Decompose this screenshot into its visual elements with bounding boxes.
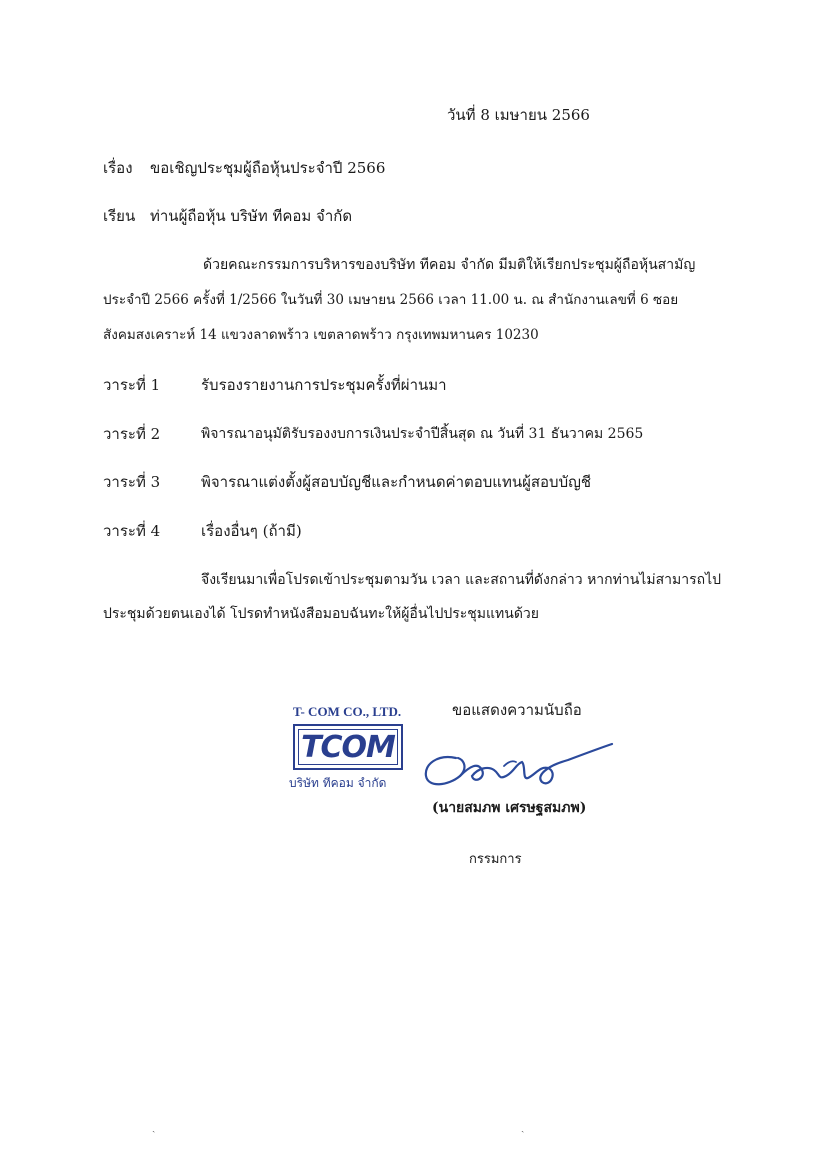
scan-mark-left: ˎ [152,1122,156,1133]
stamp-company-th: บริษัท ทีคอม จำกัด [289,776,387,790]
agenda-label-3: วาระที่ 3 [103,473,161,491]
recipient-label: เรียน [103,207,136,225]
body-line-3: สังคมสงเคราะห์ 14 แขวงลาดพร้าว เขตลาดพร้าว กรุงเทพมหานคร 10230 [103,327,539,343]
body-line-2: ประจำปี 2566 ครั้งที่ 1/2566 ในวันที่ 30 เมษายน 2566 เวลา 11.00 น. ณ สำนักงานเลขที่ 6 ซอย [103,292,679,308]
stamp-logo-text: TCOM [301,730,395,765]
body-line-1: ด้วยคณะกรรมการบริหารของบริษัท ทีคอม จำกัด มีมติให้เรียกประชุมผู้ถือหุ้นสามัญ [203,257,696,273]
closing-line-2: ประชุมด้วยตนเองได้ โปรดทำหนังสือมอบฉันทะให้ผู้อื่นไปประชุมแทนด้วย [103,606,539,622]
subject-text: ขอเชิญประชุมผู้ถือหุ้นประจำปี 2566 [150,159,386,177]
closing-line-1: จึงเรียนมาเพื่อโปรดเข้าประชุมตามวัน เวลา และสถานที่ดังกล่าว หากท่านไม่สามารถไป [201,572,721,588]
agenda-text-3: พิจารณาแต่งตั้งผู้สอบบัญชีและกำหนดค่าตอบแทนผู้สอบบัญชี [201,473,592,491]
agenda-text-2: พิจารณาอนุมัติรับรองงบการเงินประจำปีสิ้นสุด ณ วันที่ 31 ธันวาคม 2565 [201,426,644,442]
sign-off: ขอแสดงความนับถือ [452,701,582,719]
handwritten-signature [418,736,614,794]
agenda-text-4: เรื่องอื่นๆ (ถ้ามี) [201,522,302,540]
company-stamp-logo [293,724,403,770]
signatory-title: กรรมการ [469,852,522,867]
agenda-label-2: วาระที่ 2 [103,425,161,443]
scan-mark-right: ˎ [521,1122,525,1133]
signatory-name: (นายสมภพ เศรษฐสมภพ) [432,800,587,816]
recipient-text: ท่านผู้ถือหุ้น บริษัท ทีคอม จำกัด [150,207,353,225]
agenda-label-4: วาระที่ 4 [103,522,161,540]
agenda-label-1: วาระที่ 1 [103,376,161,394]
letter-date: วันที่ 8 เมษายน 2566 [447,106,590,124]
subject-label: เรื่อง [103,159,133,177]
stamp-company-en: T- COM CO., LTD. [293,704,402,719]
agenda-text-1: รับรองรายงานการประชุมครั้งที่ผ่านมา [201,376,447,394]
